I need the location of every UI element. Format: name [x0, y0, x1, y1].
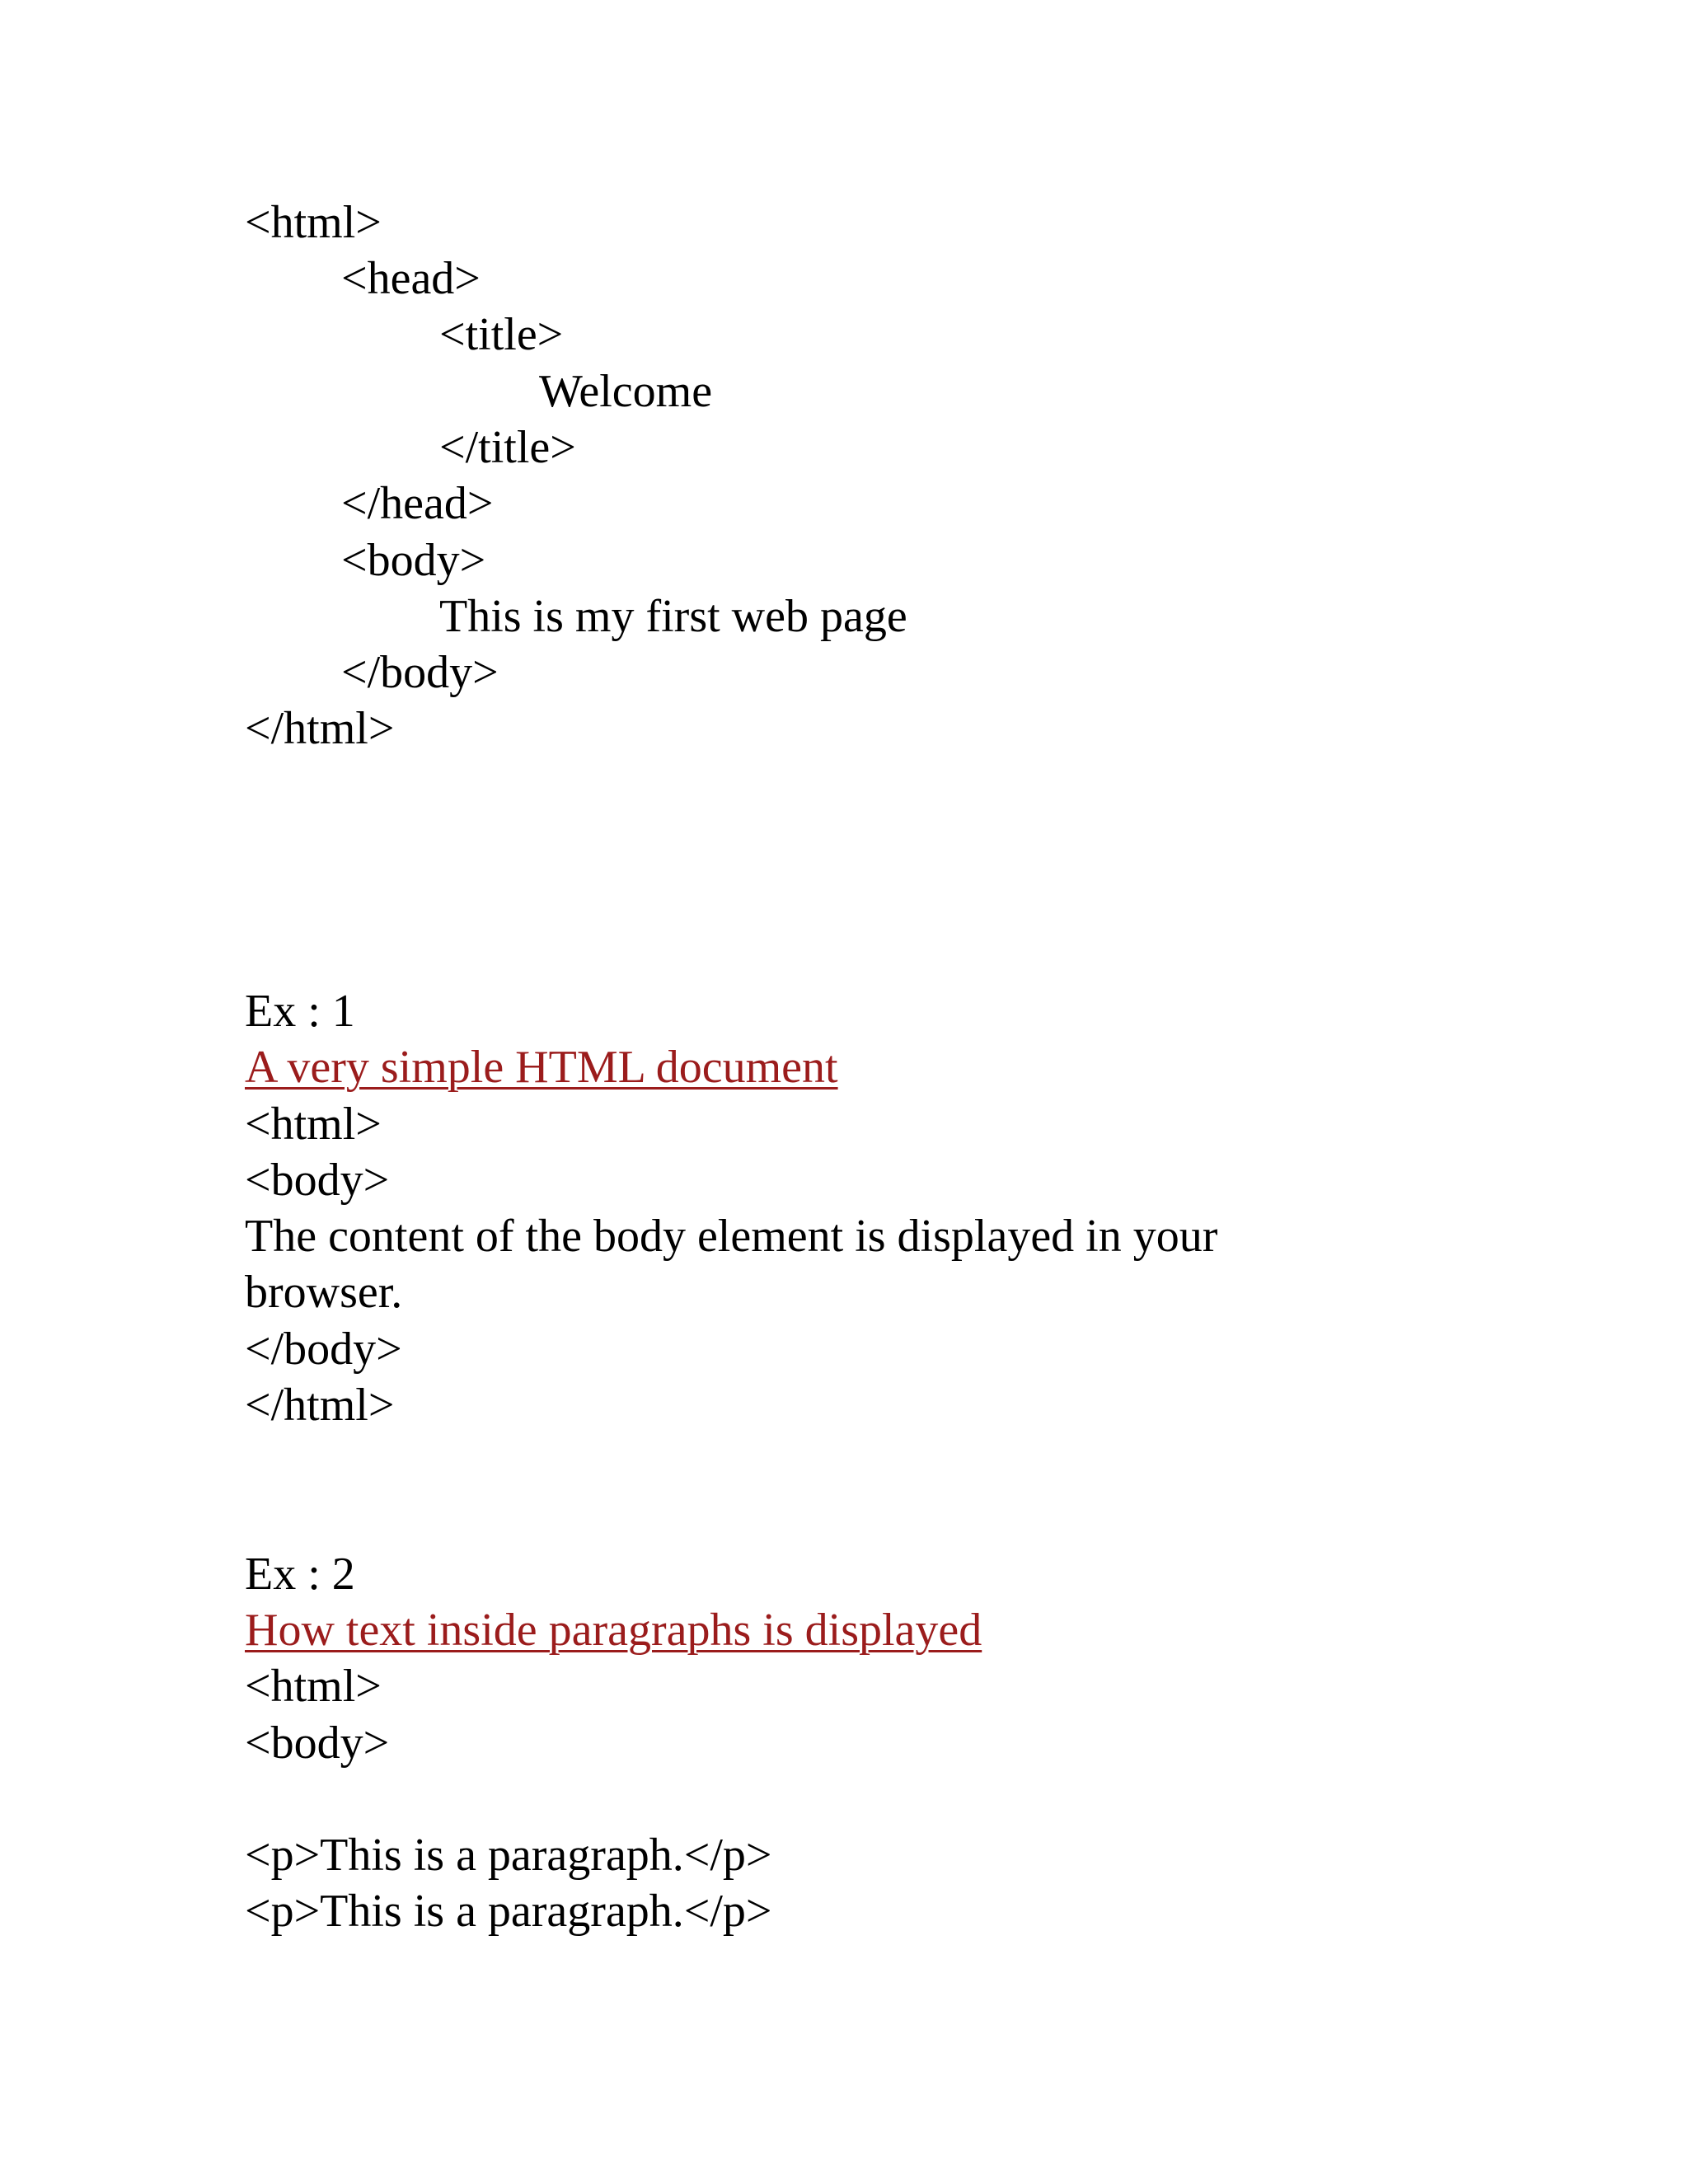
example-title-link[interactable]: How text inside paragraphs is displayed: [245, 1605, 982, 1656]
code-line: Welcome: [539, 366, 713, 417]
code-line: </html>: [245, 703, 395, 754]
code-line: <body>: [245, 1718, 390, 1769]
code-line: <p>This is a paragraph.</p>: [245, 1830, 772, 1881]
code-line: <title>: [439, 309, 564, 360]
code-line: <html>: [245, 197, 382, 248]
code-line: </html>: [245, 1380, 395, 1431]
code-line: <html>: [245, 1661, 382, 1712]
example-label: Ex : 1: [245, 986, 355, 1037]
body-text-line: The content of the body element is displayed in your: [245, 1211, 1218, 1262]
body-text-line: browser.: [245, 1267, 403, 1318]
code-line: </body>: [341, 647, 499, 698]
example-title-link[interactable]: A very simple HTML document: [245, 1042, 838, 1093]
code-line: This is my first web page: [439, 591, 907, 642]
code-line: <html>: [245, 1099, 382, 1150]
code-line: <p>This is a paragraph.</p>: [245, 1886, 772, 1937]
example-label: Ex : 2: [245, 1549, 355, 1600]
code-line: <body>: [341, 535, 486, 586]
code-line: </title>: [439, 422, 576, 473]
code-line: <head>: [341, 253, 481, 304]
code-line: </head>: [341, 478, 494, 529]
code-line: <body>: [245, 1155, 390, 1206]
code-line: </body>: [245, 1324, 402, 1375]
